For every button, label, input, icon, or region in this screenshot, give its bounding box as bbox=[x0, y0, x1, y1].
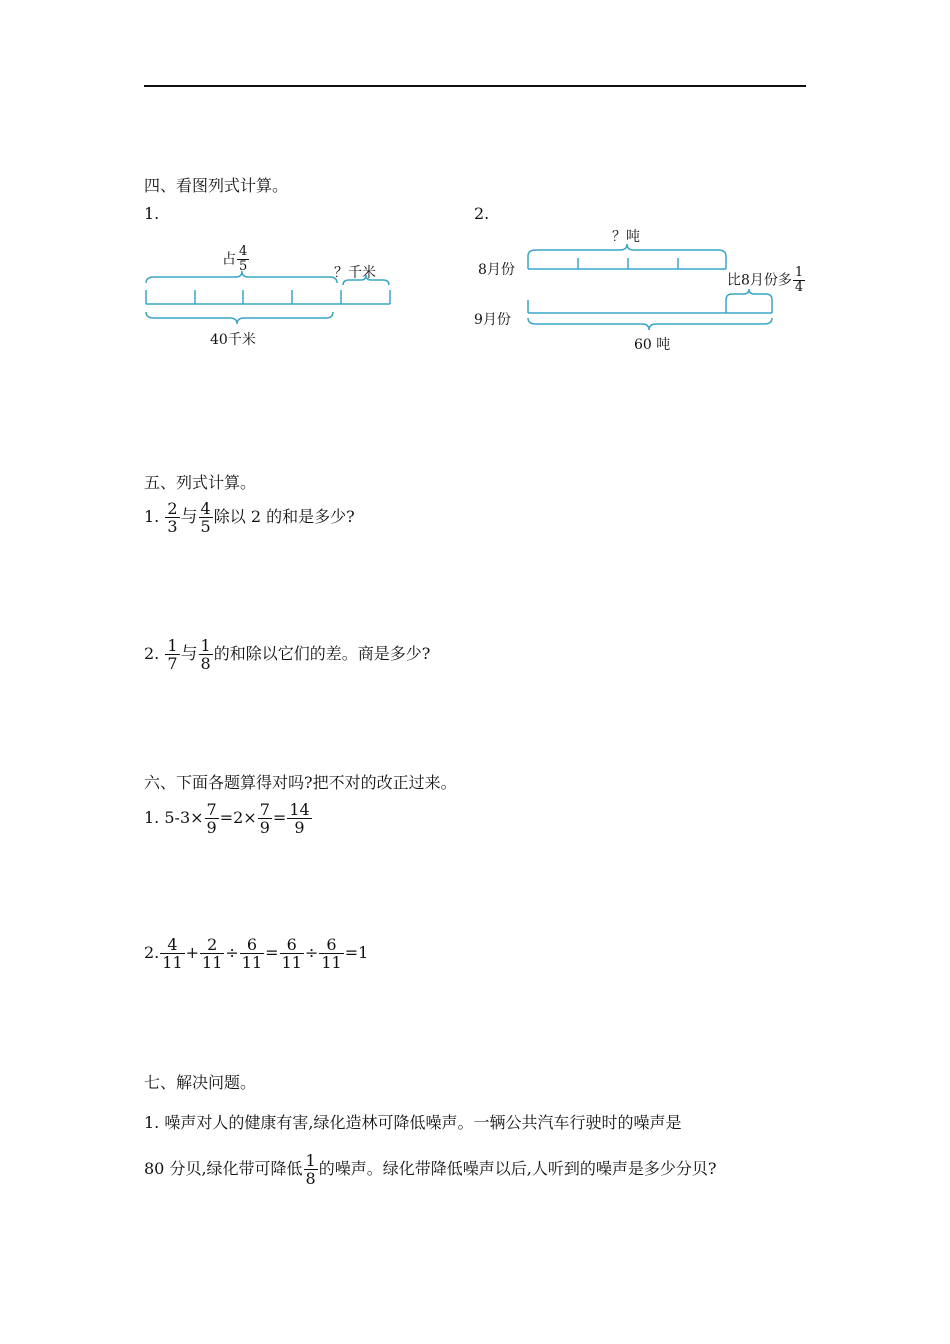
section6-title: 六、下面各题算得对吗?把不对的改正过来。 bbox=[144, 773, 457, 792]
q2-number: 2. bbox=[474, 204, 490, 223]
section5-q2: 2. $\frac{1}{7}$ 与 $\frac{1}{8}$ 的和除以它们的差。商是多少? bbox=[144, 636, 431, 673]
section7-q1-line2: 80 分贝,绿化带可降低 $\frac{1}{8}$ 的噪声。绿化带降低噪声以后,人听到的噪声是多少分贝? bbox=[144, 1151, 717, 1188]
section5-title: 五、列式计算。 bbox=[144, 473, 257, 492]
fig2-bottom-label: 60 吨 bbox=[634, 337, 671, 353]
section7-title: 七、解决问题。 bbox=[144, 1073, 257, 1092]
bottom-brace bbox=[528, 318, 772, 330]
section6-q1: 1. 5-3× $\frac{7}{9}$ =2× $\frac{7}{9}$ = $\frac{14}{9}$ bbox=[144, 800, 310, 837]
fig2-row1-label: 8月份 bbox=[478, 262, 515, 278]
fig2-side-label: 比8月份多 $\frac{1}{4}$ bbox=[727, 265, 804, 295]
section6-q2: 2. $\frac{4}{11}$ + $\frac{2}{11}$ ÷ $\frac{6}{11}$ = $\frac{6}{11}$ ÷ $\frac{6}{11}$ =1 bbox=[144, 935, 369, 972]
bottom-brace bbox=[146, 312, 333, 324]
section5-q1: 1. $\frac{2}{3}$ 与 $\frac{4}{5}$ 除以 2 的和是多少? bbox=[144, 499, 355, 536]
fig2-top-label: ？吨 bbox=[612, 229, 640, 245]
header-rule bbox=[144, 85, 806, 87]
figure1-diagram bbox=[140, 236, 400, 356]
fig2-row2-label: 9月份 bbox=[474, 312, 511, 328]
fig1-top-label: 占 $\frac{4}{5}$ bbox=[222, 244, 248, 274]
fig1-bottom-label: 40千米 bbox=[210, 332, 256, 348]
section7-q1-line1: 1. 噪声对人的健康有害,绿化造林可降低噪声。一辆公共汽车行驶时的噪声是 bbox=[144, 1113, 682, 1132]
fig1-question-label: ？千米 bbox=[334, 265, 376, 281]
q1-number: 1. bbox=[144, 204, 160, 223]
section4-title: 四、看图列式计算。 bbox=[144, 176, 289, 195]
